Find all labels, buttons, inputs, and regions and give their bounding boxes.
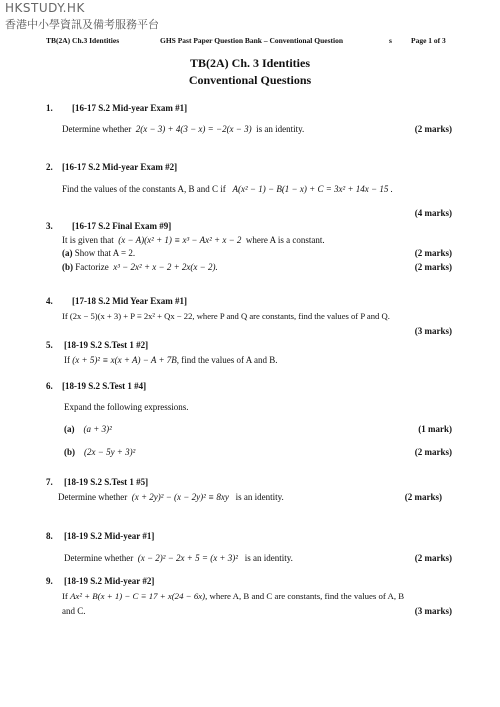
question-number: 3. [46, 221, 53, 231]
question-text-post: , where A, B and C are constants, find the values of A, B [205, 591, 405, 601]
question-text-pre: Find the values of the constants A, B and C if [62, 184, 226, 194]
question-title: [17-18 S.2 Mid Year Exam #1] [72, 296, 187, 306]
question-text-pre: Determine whether [62, 124, 132, 134]
marks-label: (4 marks) [414, 208, 452, 218]
header-page-number: Page 1 of 3 [411, 36, 446, 45]
question-text-post: , find the values of A and B. [176, 355, 278, 365]
question-text: If (2x − 5)(x + 3) + P ≡ 2x² + Qx − 22, where P and Q are constants, find the values of P and Q. [62, 311, 390, 321]
part-label: (a) [64, 424, 75, 434]
question-number: 8. [46, 531, 53, 541]
question-number: 9. [46, 576, 53, 586]
question-part [64, 424, 112, 434]
question-formula: (x + 2y)² − (x − 2y)² ≡ 8xy [131, 492, 229, 502]
watermark-site: HKSTUDY.HK [5, 1, 85, 15]
marks-label: (2 marks) [414, 553, 452, 563]
question-title: [18-19 S.2 S.Test 1 #4] [62, 381, 147, 391]
question-text [64, 553, 293, 563]
question-text-pre: If [62, 591, 68, 601]
question-text-pre: Determine whether [64, 553, 134, 563]
question-text-pre: If [64, 355, 70, 365]
marks-label: (2 marks) [414, 124, 452, 134]
question-text-line2: and C. [62, 606, 86, 616]
part-formula: (a + 3)² [83, 424, 112, 434]
question-text [62, 235, 325, 245]
question-text-pre: Determine whether [58, 492, 128, 502]
part-text: Factorize [75, 262, 109, 272]
question-text [58, 492, 284, 502]
question-text: Expand the following expressions. [64, 402, 189, 412]
question-formula: 2(x − 3) + 4(3 − x) = −2(x − 3) [135, 124, 252, 134]
question-formula: (x − A)(x² + 1) ≡ x³ − Ax² + x − 2 [118, 235, 242, 245]
header-s: s [389, 36, 392, 45]
question-text-post: where A is a constant. [245, 235, 325, 245]
page-title: TB(2A) Ch. 3 Identities [189, 56, 310, 70]
question-title: [18-19 S.2 S.Test 1 #5] [64, 477, 149, 487]
question-text-post: is an identity. [244, 553, 293, 563]
part-formula: (2x − 5y + 3)² [84, 447, 136, 457]
question-number: 2. [46, 162, 53, 172]
question-title: [18-19 S.2 S.Test 1 #2] [64, 340, 149, 350]
question-text [64, 355, 278, 365]
header-source: GHS Past Paper Question Bank – Conventional Question [160, 36, 344, 45]
watermark-tagline: 香港中小學資訊及備考服務平台 [5, 18, 159, 31]
question-number: 6. [46, 381, 53, 391]
question-text-pre: It is given that [62, 235, 114, 245]
marks-label: (2 marks) [414, 248, 452, 258]
question-part [62, 262, 218, 272]
question-number: 1. [46, 103, 53, 113]
header-chapter: TB(2A) Ch.3 Identities [46, 36, 120, 45]
question-text-post: is an identity. [235, 492, 284, 502]
question-part [64, 447, 135, 457]
page-subtitle: Conventional Questions [188, 73, 312, 87]
marks-label: (3 marks) [414, 326, 452, 336]
part-text: Show that A = 2. [74, 248, 136, 258]
marks-label: (2 marks) [414, 262, 452, 272]
question-title: [16-17 S.2 Mid-year Exam #2] [62, 162, 178, 172]
question-text [62, 591, 404, 601]
marks-label: (2 marks) [414, 447, 452, 457]
question-text [62, 124, 304, 134]
part-label: (b) [64, 447, 75, 457]
question-formula: Ax² + B(x + 1) − C ≡ 17 + x(24 − 6x) [70, 591, 206, 601]
marks-label: (1 mark) [418, 424, 452, 434]
question-number: 5. [46, 340, 53, 350]
part-label: (b) [62, 262, 73, 272]
marks-label: (3 marks) [414, 606, 452, 616]
question-number: 7. [46, 477, 53, 487]
question-title: [18-19 S.2 Mid-year #2] [64, 576, 155, 586]
part-label: (a) [62, 248, 73, 258]
question-title: [16-17 S.2 Final Exam #9] [72, 221, 172, 231]
question-title: [16-17 S.2 Mid-year Exam #1] [72, 103, 188, 113]
part-formula: x³ − 2x² + x − 2 + 2x(x − 2). [113, 262, 218, 272]
question-text [62, 184, 393, 194]
question-formula: (x − 2)² − 2x + 5 = (x + 3)² [137, 553, 238, 563]
question-part [62, 248, 135, 258]
question-title: [18-19 S.2 Mid-year #1] [64, 531, 155, 541]
question-text-post: is an identity. [256, 124, 305, 134]
question-formula: (x + 5)² ≡ x(x + A) − A + 7B [72, 355, 177, 365]
marks-label: (2 marks) [404, 492, 442, 502]
question-number: 4. [46, 296, 53, 306]
question-formula: A(x² − 1) − B(1 − x) + C = 3x² + 14x − 15 . [232, 184, 393, 194]
